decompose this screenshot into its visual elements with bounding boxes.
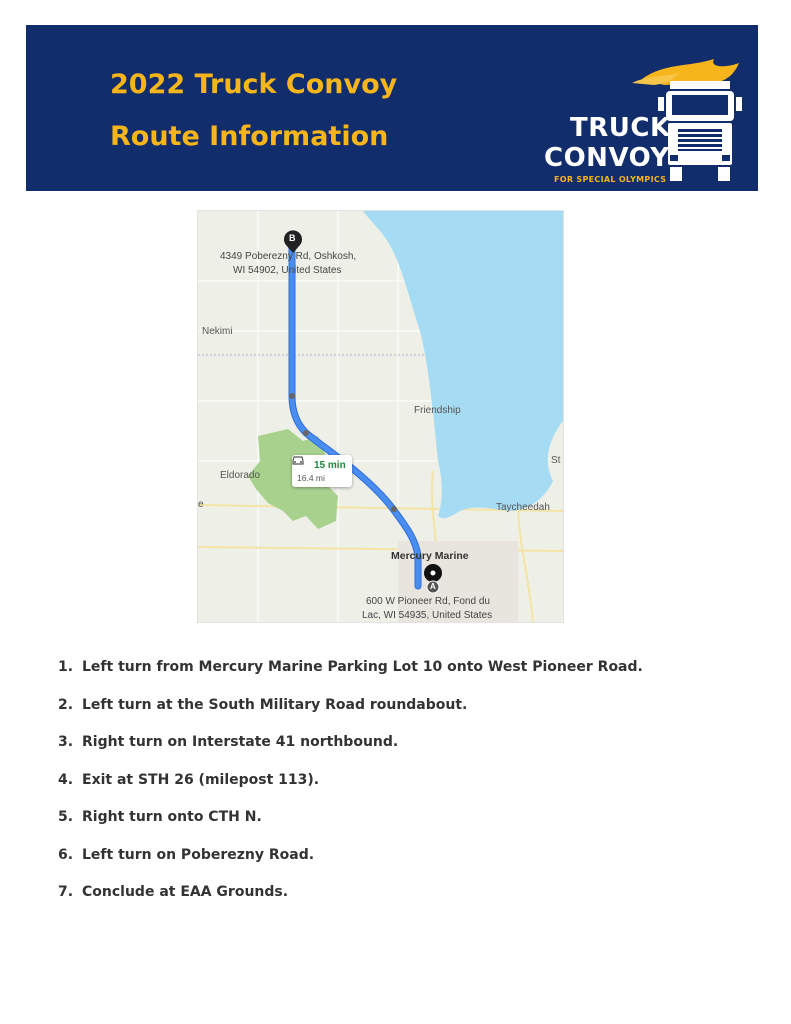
route-steps-list bbox=[58, 652, 758, 915]
place-mercury-marine: Mercury Marine bbox=[391, 550, 469, 562]
route-distance: 16.4 mi bbox=[297, 473, 325, 483]
step-number: 5. bbox=[58, 809, 74, 825]
step-number: 1. bbox=[58, 659, 74, 675]
list-item bbox=[58, 877, 758, 915]
step-number: 3. bbox=[58, 734, 74, 750]
logo-word-truck: TRUCK bbox=[570, 113, 671, 143]
route-summary-box[interactable] bbox=[292, 455, 352, 487]
place-taycheedah: Taycheedah bbox=[496, 502, 550, 513]
origin-address-line-2: Lac, WI 54935, United States bbox=[362, 610, 493, 621]
step-text: Right turn on Interstate 41 northbound. bbox=[82, 734, 399, 750]
header-banner bbox=[26, 25, 758, 191]
step-text: Left turn on Poberezny Road. bbox=[82, 846, 315, 863]
step-text: Left turn from Mercury Marine Parking Lot 10 onto West Pioneer Road. bbox=[82, 659, 643, 675]
route-map[interactable] bbox=[197, 210, 564, 623]
title-line-1: 2022 Truck Convoy bbox=[110, 69, 398, 100]
origin-address-line-1: 600 W Pioneer Rd, Fond du bbox=[366, 596, 490, 607]
truck-convoy-logo bbox=[514, 55, 744, 185]
place-eldorado: Eldorado bbox=[220, 470, 261, 481]
title-line-2: Route Information bbox=[110, 121, 389, 152]
list-item bbox=[58, 690, 758, 728]
place-st: St bbox=[551, 455, 561, 466]
logo-tagline: FOR SPECIAL OLYMPICS bbox=[554, 175, 667, 184]
car-icon bbox=[292, 455, 304, 465]
list-item bbox=[58, 765, 758, 803]
place-friendship: Friendship bbox=[414, 405, 461, 416]
step-text: Left turn at the South Military Road roundabout. bbox=[82, 696, 468, 713]
step-number: 4. bbox=[58, 771, 74, 788]
list-item bbox=[58, 802, 758, 840]
destination-marker-label: B bbox=[289, 233, 296, 243]
destination-address-line-2: WI 54902, United States bbox=[233, 265, 342, 276]
step-text: Conclude at EAA Grounds. bbox=[82, 884, 289, 900]
list-item bbox=[58, 652, 758, 690]
list-item bbox=[58, 840, 758, 878]
step-text: Right turn onto CTH N. bbox=[82, 809, 262, 825]
place-edge-e: e bbox=[198, 499, 204, 510]
list-item bbox=[58, 727, 758, 765]
step-number: 7. bbox=[58, 884, 74, 900]
step-number: 2. bbox=[58, 696, 74, 713]
origin-marker-label: A bbox=[430, 582, 436, 591]
destination-address-line-1: 4349 Poberezny Rd, Oshkosh, bbox=[220, 251, 357, 262]
page-title bbox=[110, 59, 440, 163]
step-text: Exit at STH 26 (milepost 113). bbox=[82, 771, 320, 788]
route-time: 15 min bbox=[314, 460, 346, 471]
step-number: 6. bbox=[58, 846, 74, 863]
place-nekimi: Nekimi bbox=[202, 326, 233, 337]
logo-word-convoy: CONVOY bbox=[544, 143, 670, 173]
